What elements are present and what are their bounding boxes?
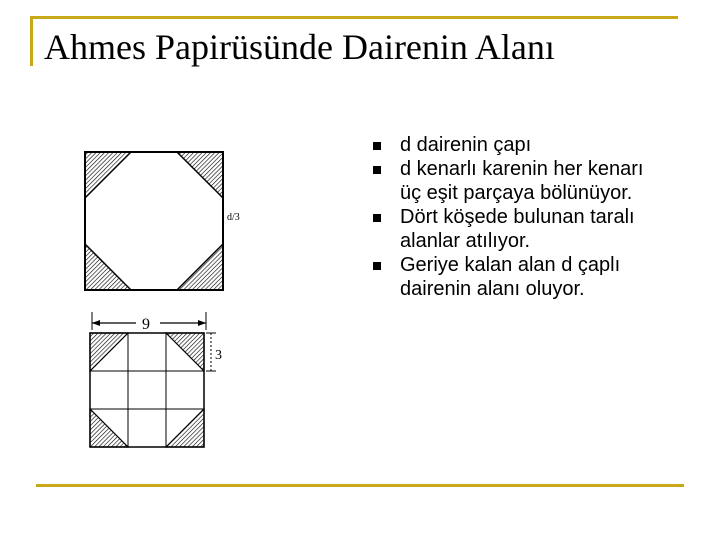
frame-left-line	[30, 16, 33, 66]
square-bullet-icon	[373, 214, 381, 222]
slide-title: Ahmes Papirüsünde Dairenin Alanı	[44, 27, 555, 67]
bullet-text: d dairenin çapı	[400, 134, 532, 156]
ahmes-figure	[70, 140, 270, 460]
octagon-square-figure	[85, 152, 240, 290]
width-label: 9	[142, 316, 150, 333]
square-bullet-icon	[373, 262, 381, 270]
side-label: d/3	[227, 212, 240, 223]
bullet-item	[370, 157, 670, 205]
bullet-text: Geriye kalan alan d çaplı dairenin alanı oluyor.	[400, 254, 621, 300]
bullet-item	[370, 253, 670, 301]
square-bullet-icon	[373, 142, 381, 150]
grid-figure	[90, 312, 222, 447]
bullet-text: Dört köşede bulunan taralı alanlar atılıyor.	[400, 206, 635, 252]
height-label: 3	[215, 348, 222, 363]
bullet-item	[370, 133, 670, 157]
bullet-list	[370, 133, 670, 301]
square-bullet-icon	[373, 166, 381, 174]
bullet-item	[370, 205, 670, 253]
bottom-rule	[36, 484, 684, 487]
bullet-text: d kenarlı karenin her kenarı üç eşit parçaya bölünüyor.	[400, 158, 644, 204]
frame-top-line	[30, 16, 678, 19]
